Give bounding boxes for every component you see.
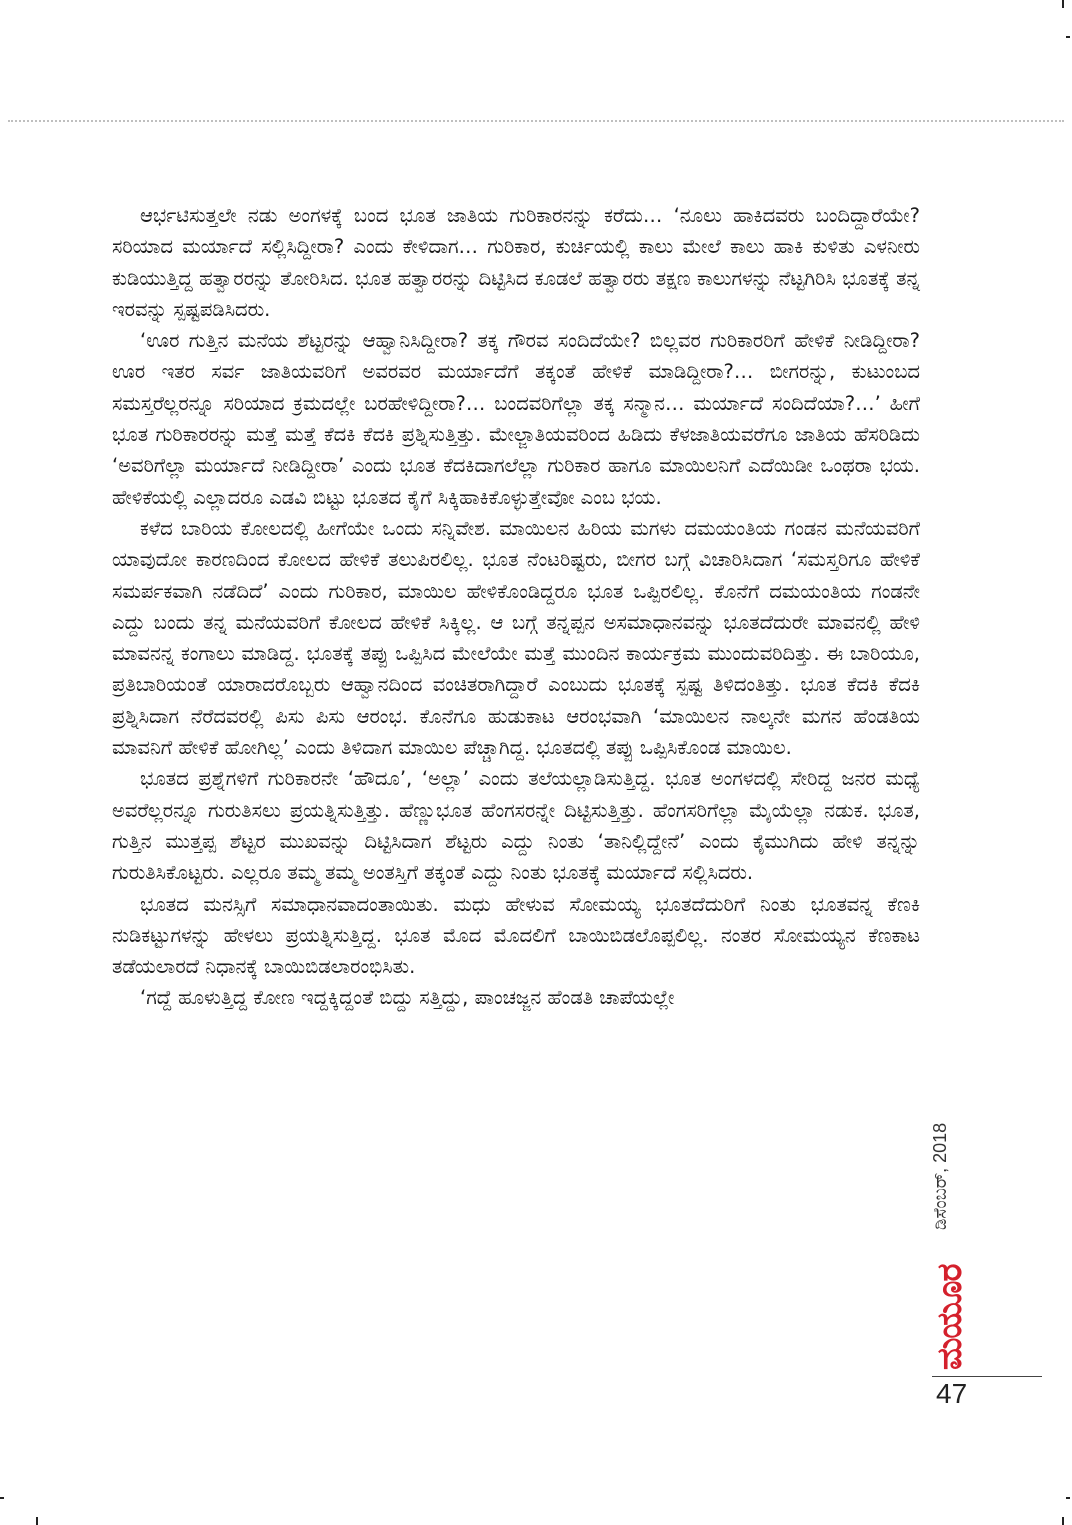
paragraph: ‘ಊರ ಗುತ್ತಿನ ಮನೆಯ ಶೆಟ್ಟರನ್ನು ಆಹ್ವಾನಿಸಿದ್ದೀರಾ? ತಕ್ಕ ಗೌರವ ಸಂದಿದೆಯೇ? ಬಿಲ್ಲವರ ಗುರಿಕಾರರಿಗೆ ಹೇಳಿಕೆ ನೀಡಿದ್ದೀರಾ? ಊರ ಇತರ ಸರ್ವ ಜಾತಿಯವರಿಗೆ ಅವರವರ ಮರ್ಯಾದೆಗೆ ತಕ್ಕಂತೆ ಹೇಳಿಕೆ ಮಾಡಿದ್ದೀರಾ?… ಬೀಗರನ್ನು, ಕುಟುಂಬದ ಸಮಸ್ತರೆಲ್ಲರನ್ನೂ ಸರಿಯಾದ ಕ್ರಮದಲ್ಲೇ ಬರಹೇಳಿದ್ದೀರಾ?… ಬಂದವರಿಗೆಲ್ಲಾ ತಕ್ಕ ಸನ್ಮಾನ… ಮರ್ಯಾದೆ ಸಂದಿದೆಯಾ?…’ ಹೀಗೆ ಭೂತ ಗುರಿಕಾರರನ್ನು ಮತ್ತೆ ಮತ್ತೆ ಕೆದಕಿ ಕೆದಕಿ ಪ್ರಶ್ನಿಸುತ್ತಿತ್ತು. ಮೇಲ್ಜಾತಿಯವರಿಂದ ಹಿಡಿದು ಕೆಳಜಾತಿಯವರೆಗೂ ಜಾತಿಯ ಹೆಸರಿಡಿದು ‘ಅವರಿಗೆಲ್ಲಾ ಮರ್ಯಾದೆ ನೀಡಿದ್ದೀರಾ’ ಎಂದು ಭೂತ ಕೆದಕಿದಾಗಲೆಲ್ಲಾ ಗುರಿಕಾರ ಹಾಗೂ ಮಾಯಿಲನಿಗೆ ಎದೆಯಿಡೀ ಒಂಥರಾ ಭಯ. ಹೇಳಿಕೆಯಲ್ಲಿ ಎಲ್ಲಾದರೂ ಎಡವಿ ಬಿಟ್ಟು ಭೂತದ ಕೈಗೆ ಸಿಕ್ಕಿಹಾಕಿಕೊಳ್ಳುತ್ತೇವೋ ಎಂಬ ಭಯ. — [112, 329, 920, 509]
issue-date: ಡಿಸೆಂಬರ್, 2018 — [930, 1122, 950, 1230]
header-dotted-rule — [8, 120, 1064, 122]
crop-mark-top-right-side — [1066, 36, 1070, 38]
crop-mark-top-right — [1062, 0, 1064, 8]
crop-mark-bottom-right — [1066, 1497, 1070, 1499]
magazine-logo: ಮಯೂರ — [930, 1264, 970, 1370]
paragraph: ಆರ್ಭಟಿಸುತ್ತಲೇ ನಡು ಅಂಗಳಕ್ಕೆ ಬಂದ ಭೂತ ಜಾತಿಯ ಗುರಿಕಾರನನ್ನು ಕರೆದು… ‘ನೂಲು ಹಾಕಿದವರು ಬಂದಿದ್ದಾರೆಯೇ? ಸರಿಯಾದ ಮರ್ಯಾದೆ ಸಲ್ಲಿಸಿದ್ದೀರಾ? ಎಂದು ಕೇಳಿದಾಗ… ಗುರಿಕಾರ, ಕುರ್ಚಿಯಲ್ಲಿ ಕಾಲು ಮೇಲೆ ಕಾಲು ಹಾಕಿ ಕುಳಿತು ಎಳನೀರು ಕುಡಿಯುತ್ತಿದ್ದ ಹತ್ವಾರರನ್ನು ತೋರಿಸಿದ. ಭೂತ ಹತ್ವಾರರನ್ನು ದಿಟ್ಟಿಸಿದ ಕೂಡಲೆ ಹತ್ವಾರರು ತಕ್ಷಣ ಕಾಲುಗಳನ್ನು ನೆಟ್ಟಗಿರಿಸಿ ಭೂತಕ್ಕೆ ತನ್ನ ಇರವನ್ನು ಸ್ಪಷ್ಟಪಡಿಸಿದರು. — [112, 204, 920, 321]
page-number: 47 — [936, 1378, 968, 1409]
paragraph: ಭೂತದ ಪ್ರಶ್ನೆಗಳಿಗೆ ಗುರಿಕಾರನೇ ‘ಹೌದೂ’, ‘ಅಲ್ಲಾ’ ಎಂದು ತಲೆಯಲ್ಲಾಡಿಸುತ್ತಿದ್ದ. ಭೂತ ಅಂಗಳದಲ್ಲಿ ಸೇರಿದ್ದ ಜನರ ಮಧ್ಯೆ ಅವರೆಲ್ಲರನ್ನೂ ಗುರುತಿಸಲು ಪ್ರಯತ್ನಿಸುತ್ತಿತ್ತು. ಹೆಣ್ಣುಭೂತ ಹೆಂಗಸರನ್ನೇ ದಿಟ್ಟಿಸುತ್ತಿತ್ತು. ಹೆಂಗಸರಿಗೆಲ್ಲಾ ಮೈಯೆಲ್ಲಾ ನಡುಕ. ಭೂತ, ಗುತ್ತಿನ ಮುತ್ತಪ್ಪ ಶೆಟ್ಟರ ಮುಖವನ್ನು ದಿಟ್ಟಿಸಿದಾಗ ಶೆಟ್ಟರು ಎದ್ದು ನಿಂತು ‘ತಾನಿಲ್ಲಿದ್ದೇನೆ’ ಎಂದು ಕೈಮುಗಿದು ಹೇಳಿ ತನ್ನನ್ನು ಗುರುತಿಸಿಕೊಟ್ಟರು. ಎಲ್ಲರೂ ತಮ್ಮ ತಮ್ಮ ಅಂತಸ್ತಿಗೆ ತಕ್ಕಂತೆ ಎದ್ದು ನಿಂತು ಭೂತಕ್ಕೆ ಮರ್ಯಾದೆ ಸಲ್ಲಿಸಿದರು. — [112, 767, 920, 885]
article-body — [112, 200, 920, 1014]
magazine-sidebar — [930, 1080, 974, 1370]
crop-mark-bottom-left — [0, 1497, 4, 1499]
crop-mark-bottom-left-vert — [36, 1517, 38, 1525]
paragraph: ಭೂತದ ಮನಸ್ಸಿಗೆ ಸಮಾಧಾನವಾದಂತಾಯಿತು. ಮಧು ಹೇಳುವ ಸೋಮಯ್ಯ ಭೂತದೆದುರಿಗೆ ನಿಂತು ಭೂತವನ್ನ ಕೆಣಕಿ ನುಡಿಕಟ್ಟುಗಳನ್ನು ಹೇಳಲು ಪ್ರಯತ್ನಿಸುತ್ತಿದ್ದ. ಭೂತ ಮೊದ ಮೊದಲಿಗೆ ಬಾಯಿಬಿಡಲೊಪ್ಪಲಿಲ್ಲ. ನಂತರ ಸೋಮಯ್ಯನ ಕೆಣಕಾಟ ತಡೆಯಲಾರದೆ ನಿಧಾನಕ್ಕೆ ಬಾಯಿಬಿಡಲಾರಂಭಿಸಿತು. — [112, 892, 920, 979]
crop-mark-bottom-right-vert — [1062, 1517, 1064, 1525]
paragraph: ‘ಗದ್ದೆ ಹೂಳುತ್ತಿದ್ದ ಕೋಣ ಇದ್ದಕ್ಕಿದ್ದಂತೆ ಬಿದ್ದು ಸತ್ತಿದ್ದು, ಪಾಂಚಜ್ಜನ ಹೆಂಡತಿ ಚಾಪೆಯಲ್ಲೇ — [140, 986, 675, 1010]
folio-rule — [932, 1376, 1042, 1377]
paragraph: ಕಳೆದ ಬಾರಿಯ ಕೋಲದಲ್ಲಿ ಹೀಗೆಯೇ ಒಂದು ಸನ್ನಿವೇಶ. ಮಾಯಿಲನ ಹಿರಿಯ ಮಗಳು ದಮಯಂತಿಯ ಗಂಡನ ಮನೆಯವರಿಗೆ ಯಾವುದೋ ಕಾರಣದಿಂದ ಕೋಲದ ಹೇಳಿಕೆ ತಲುಪಿರಲಿಲ್ಲ. ಭೂತ ನೆಂಟರಿಷ್ಟರು, ಬೀಗರ ಬಗ್ಗೆ ವಿಚಾರಿಸಿದಾಗ ‘ಸಮಸ್ತರಿಗೂ ಹೇಳಿಕೆ ಸಮರ್ಪಕವಾಗಿ ನಡೆದಿದೆ’ ಎಂದು ಗುರಿಕಾರ, ಮಾಯಿಲ ಹೇಳಿಕೊಂಡಿದ್ದರೂ ಭೂತ ಒಪ್ಪಿರಲಿಲ್ಲ. ಕೊನೆಗೆ ದಮಯಂತಿಯ ಗಂಡನೇ ಎದ್ದು ಬಂದು ತನ್ನ ಮನೆಯವರಿಗೆ ಕೋಲದ ಹೇಳಿಕೆ ಸಿಕ್ಕಿಲ್ಲ. ಆ ಬಗ್ಗೆ ತನ್ನಪ್ಪನ ಅಸಮಾಧಾನವನ್ನು ಭೂತದೆದುರೇ ಮಾವನಲ್ಲಿ ಹೇಳಿ ಮಾವನನ್ನ ಕಂಗಾಲು ಮಾಡಿದ್ದ. ಭೂತಕ್ಕೆ ತಪ್ಪು ಒಪ್ಪಿಸಿದ ಮೇಲೆಯೇ ಮತ್ತೆ ಮುಂದಿನ ಕಾರ್ಯಕ್ರಮ ಮುಂದುವರಿದಿತ್ತು. ಈ ಬಾರಿಯೂ, ಪ್ರತಿಬಾರಿಯಂತೆ ಯಾರಾದರೊಬ್ಬರು ಆಹ್ವಾನದಿಂದ ವಂಚಿತರಾಗಿದ್ದಾರೆ ಎಂಬುದು ಭೂತಕ್ಕೆ ಸ್ಪಷ್ಟ ತಿಳಿದಂತಿತ್ತು. ಭೂತ ಕೆದಕಿ ಕೆದಕಿ ಪ್ರಶ್ನಿಸಿದಾಗ ನೆರೆದವರಲ್ಲಿ ಪಿಸು ಪಿಸು ಆರಂಭ. ಕೊನೆಗೂ ಹುಡುಕಾಟ ಆರಂಭವಾಗಿ ‘ಮಾಯಿಲನ ನಾಲ್ಕನೇ ಮಗನ ಹೆಂಡತಿಯ ಮಾವನಿಗೆ ಹೇಳಿಕೆ ಹೋಗಿಲ್ಲ’ ಎಂದು ತಿಳಿದಾಗ ಮಾಯಿಲ ಪೆಚ್ಚಾಗಿದ್ದ. ಭೂತದಲ್ಲಿ ತಪ್ಪು ಒಪ್ಪಿಸಿಕೊಂಡ ಮಾಯಿಲ. — [112, 516, 920, 760]
